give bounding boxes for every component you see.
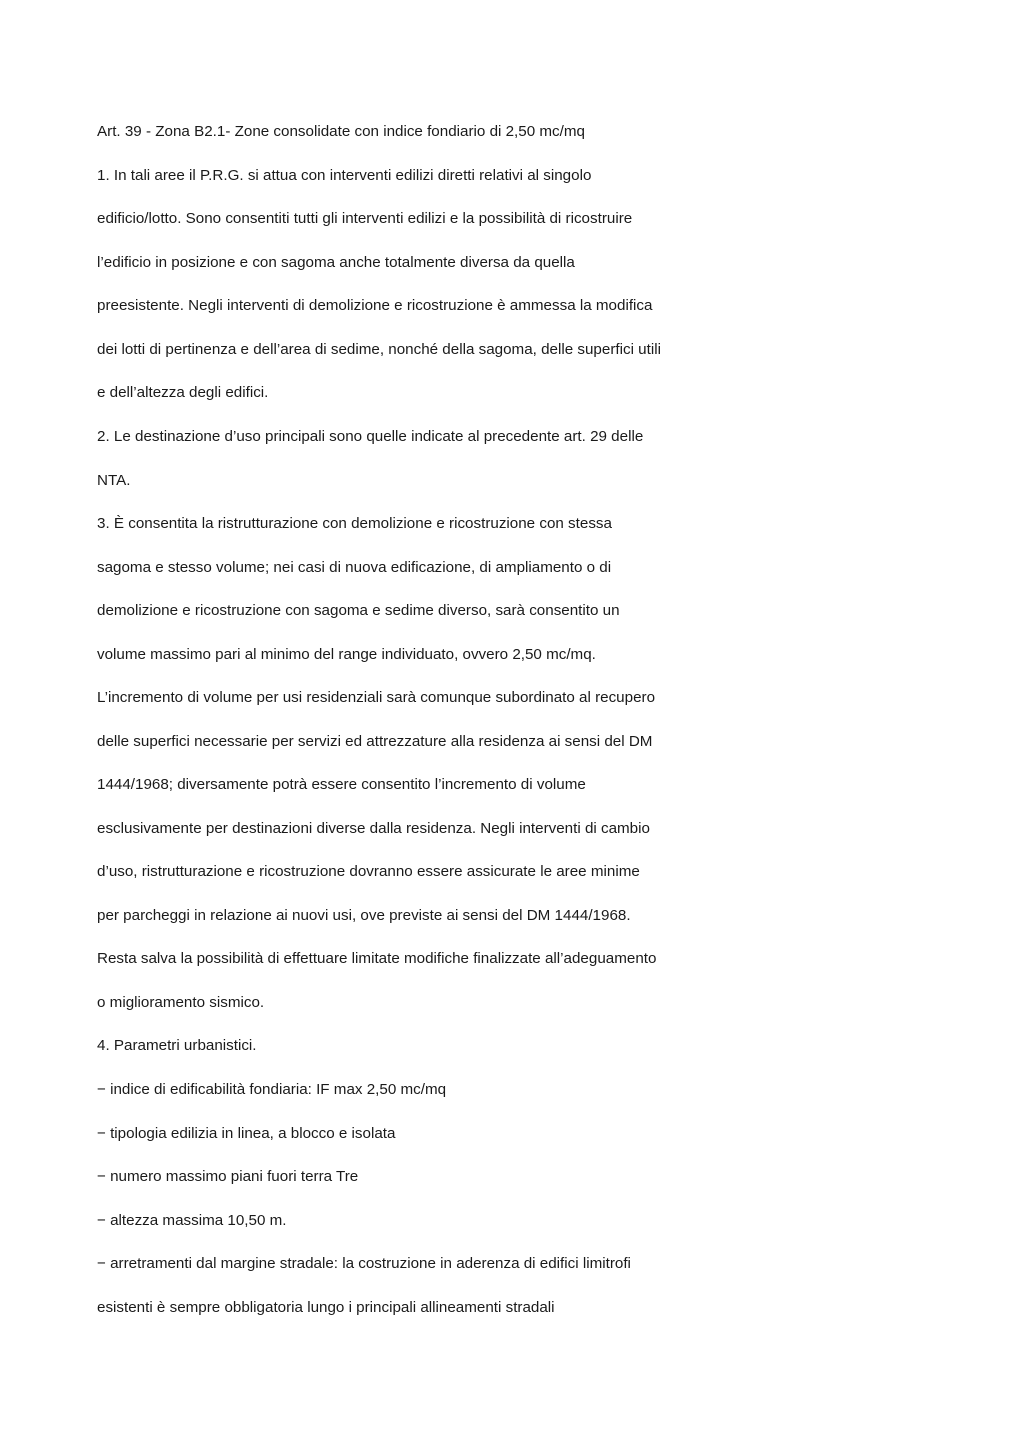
list-item: − indice di edificabilità fondiaria: IF max 2,50 mc/mq <box>97 1081 447 1098</box>
text-line: demolizione e ricostruzione con sagoma e sedime diverso, sarà consentito un <box>97 602 620 619</box>
text-line: esclusivamente per destinazioni diverse dalla residenza. Negli interventi di cambio <box>97 820 650 837</box>
article-heading: Art. 39 - Zona B2.1- Zone consolidate con indice fondiario di 2,50 mc/mq <box>97 123 585 140</box>
list-item: − numero massimo piani fuori terra Tre <box>97 1168 359 1185</box>
text-line: 2. Le destinazione d’uso principali sono quelle indicate al precedente art. 29 delle <box>97 428 644 445</box>
text-line: e dell’altezza degli edifici. <box>97 384 269 401</box>
text-line: volume massimo pari al minimo del range individuato, ovvero 2,50 mc/mq. <box>97 646 596 663</box>
list-item: − arretramenti dal margine stradale: la costruzione in aderenza di edifici limitrofi <box>97 1255 631 1272</box>
text-line: edificio/lotto. Sono consentiti tutti gli interventi edilizi e la possibilità di ricostruire <box>97 210 633 227</box>
list-item: − tipologia edilizia in linea, a blocco e isolata <box>97 1125 396 1142</box>
text-line: L’incremento di volume per usi residenziali sarà comunque subordinato al recupero <box>97 689 656 706</box>
text-line: esistenti è sempre obbligatoria lungo i principali allineamenti stradali <box>97 1299 555 1316</box>
text-line: preesistente. Negli interventi di demolizione e ricostruzione è ammessa la modifica <box>97 297 653 314</box>
text-line: NTA. <box>97 472 131 489</box>
text-line: 3. È consentita la ristrutturazione con demolizione e ricostruzione con stessa <box>97 515 612 532</box>
list-item: − altezza massima 10,50 m. <box>97 1212 287 1229</box>
text-line: Resta salva la possibilità di effettuare limitate modifiche finalizzate all’adeguamento <box>97 950 657 967</box>
text-line: sagoma e stesso volume; nei casi di nuova edificazione, di ampliamento o di <box>97 559 612 576</box>
text-line: o miglioramento sismico. <box>97 994 265 1011</box>
text-line: dei lotti di pertinenza e dell’area di sedime, nonché della sagoma, delle superfici utili <box>97 341 661 358</box>
text-line: 1444/1968; diversamente potrà essere consentito l’incremento di volume <box>97 776 586 793</box>
text-line: delle superfici necessarie per servizi ed attrezzature alla residenza ai sensi del DM <box>97 733 653 750</box>
text-line: 4. Parametri urbanistici. <box>97 1037 257 1054</box>
text-line: d’uso, ristrutturazione e ricostruzione dovranno essere assicurate le aree minime <box>97 863 640 880</box>
text-line: 1. In tali aree il P.R.G. si attua con interventi edilizi diretti relativi al singolo <box>97 167 592 184</box>
text-line: l’edificio in posizione e con sagoma anche totalmente diversa da quella <box>97 254 575 271</box>
text-line: per parcheggi in relazione ai nuovi usi, ove previste ai sensi del DM 1444/1968. <box>97 907 631 924</box>
